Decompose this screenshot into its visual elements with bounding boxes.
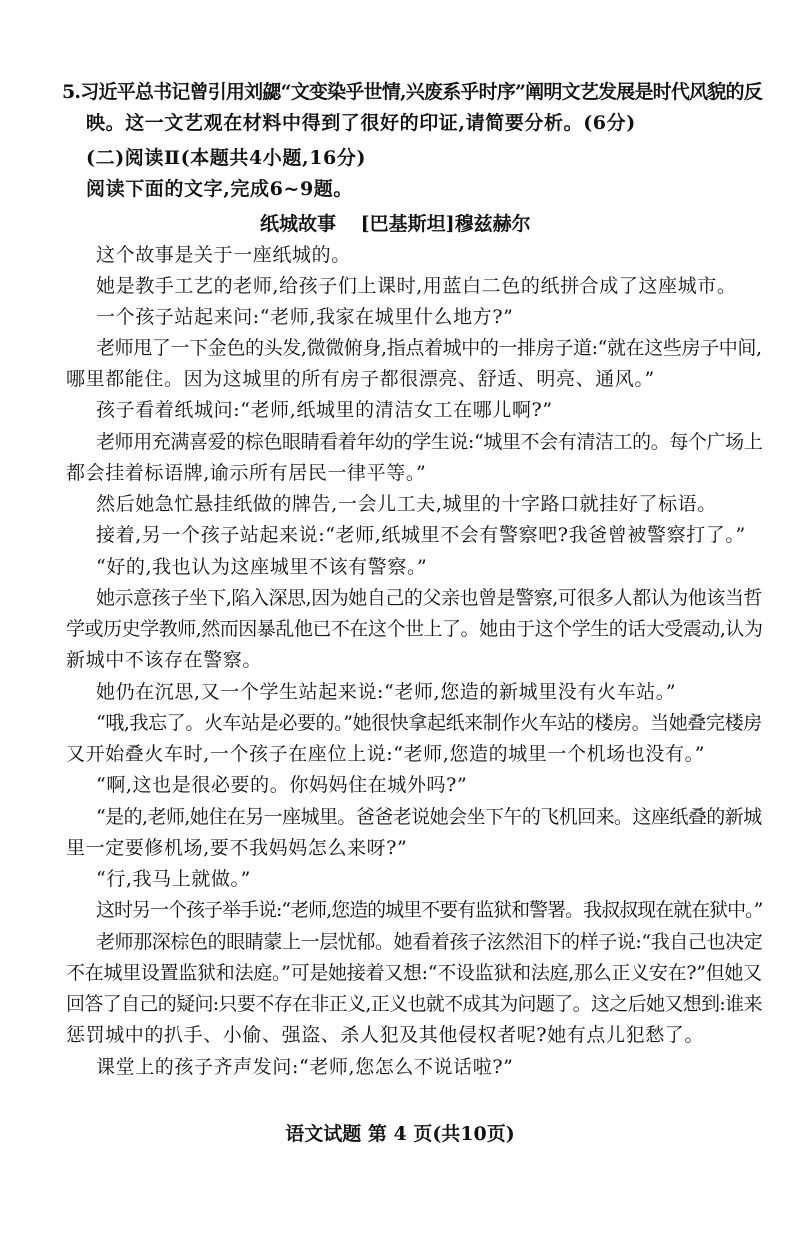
story-line: 然后她急忙悬挂纸做的牌告,一会儿工夫,城里的十字路口就挂好了标语。 bbox=[96, 493, 717, 515]
story-line: 老师用充满喜爱的棕色眼睛看着年幼的学生说:“城里不会有清洁工的。每个广场上 bbox=[96, 431, 763, 453]
story-line: 又开始叠火车时,一个孩子在座位上说:“老师,您造的城里一个机场也没有。” bbox=[66, 743, 706, 765]
story-line: 孩子看着纸城问:“老师,纸城里的清洁女工在哪儿啊?” bbox=[96, 399, 553, 421]
story-author: [巴基斯坦]穆兹赫尔 bbox=[360, 213, 531, 235]
question-5-line-1: 5.习近平总书记曾引用刘勰“文变染乎世情,兴废系乎时序”阐明文艺发展是时代风貌的反 bbox=[62, 81, 762, 103]
story-line: 老师甩了一下金色的头发,微微俯身,指点着城中的一排房子道:“就在这些房子中间, bbox=[96, 337, 762, 359]
story-title: 纸城故事 bbox=[260, 213, 337, 235]
story-line: “啊,这也是很必要的。你妈妈住在城外吗?” bbox=[96, 774, 468, 796]
story-line: 她仍在沉思,又一个学生站起来说:“老师,您造的新城里没有火车站。” bbox=[96, 681, 677, 703]
question-5-line-2: 映。这一文艺观在材料中得到了很好的印证,请简要分析。(6分) bbox=[86, 112, 636, 134]
story-line: 都会挂着标语牌,谕示所有居民一律平等。” bbox=[66, 462, 427, 484]
section-instruction: 阅读下面的文字,完成6~9题。 bbox=[86, 178, 353, 200]
story-line: 这时另一个孩子举手说:“老师,您造的城里不要有监狱和警署。我叔叔现在就在狱中。” bbox=[96, 899, 763, 921]
story-line: 一个孩子站起来问:“老师,我家在城里什么地方?” bbox=[96, 306, 514, 328]
story-line: “行,我马上就做。” bbox=[96, 868, 251, 890]
story-line: 这个故事是关于一座纸城的。 bbox=[96, 244, 351, 266]
story-line: 课堂上的孩子齐声发问:“老师,您怎么不说话啦?” bbox=[96, 1056, 514, 1078]
story-line: “好的,我也认为这座城里不该有警察。” bbox=[96, 556, 428, 578]
story-line: 里一定要修机场,要不我妈妈怎么来呀?” bbox=[66, 837, 408, 859]
story-line: 老师那深棕色的眼睛蒙上一层忧郁。她看着孩子泫然泪下的样子说:“我自己也决定 bbox=[96, 931, 763, 953]
story-line: 接着,另一个孩子站起来说:“老师,纸城里不会有警察吧?我爸曾被警察打了。” bbox=[96, 524, 746, 546]
story-line: 学或历史学教师,然而因暴乱他已不在这个世上了。她由于这个学生的话大受震动,认为 bbox=[66, 618, 763, 640]
story-line: 哪里都能住。因为这城里的所有房子都很漂亮、舒适、明亮、通风。” bbox=[66, 368, 655, 390]
story-line: 惩罚城中的扒手、小偷、强盗、杀人犯及其他侵权者呢?她有点儿犯愁了。 bbox=[66, 1024, 704, 1046]
story-title-row bbox=[260, 212, 531, 236]
section-heading: (二)阅读Ⅱ(本题共4小题,16分) bbox=[86, 147, 367, 169]
story-line: 回答了自己的疑问:只要不存在非正义,正义也就不成其为问题了。这之后她又想到:谁来 bbox=[66, 993, 762, 1015]
story-line: 她是教手工艺的老师,给孩子们上课时,用蓝白二色的纸拼合成了这座城市。 bbox=[96, 275, 737, 297]
page-footer: 语文试题 第 4 页(共10页) bbox=[285, 1123, 515, 1145]
story-line: 她示意孩子坐下,陷入深思,因为她自己的父亲也曾是警察,可很多人都认为他该当哲 bbox=[96, 587, 762, 609]
story-line: 新城中不该存在警察。 bbox=[66, 649, 263, 671]
story-line: “是的,老师,她住在另一座城里。爸爸老说她会坐下午的飞机回来。这座纸叠的新城 bbox=[96, 806, 762, 828]
story-line: 不在城里设置监狱和法庭。”可是她接着又想:“不设监狱和法庭,那么正义安在?”但她又 bbox=[66, 962, 762, 984]
story-line: “哦,我忘了。火车站是必要的。”她很快拿起纸来制作火车站的楼房。当她叠完楼房 bbox=[96, 712, 762, 734]
